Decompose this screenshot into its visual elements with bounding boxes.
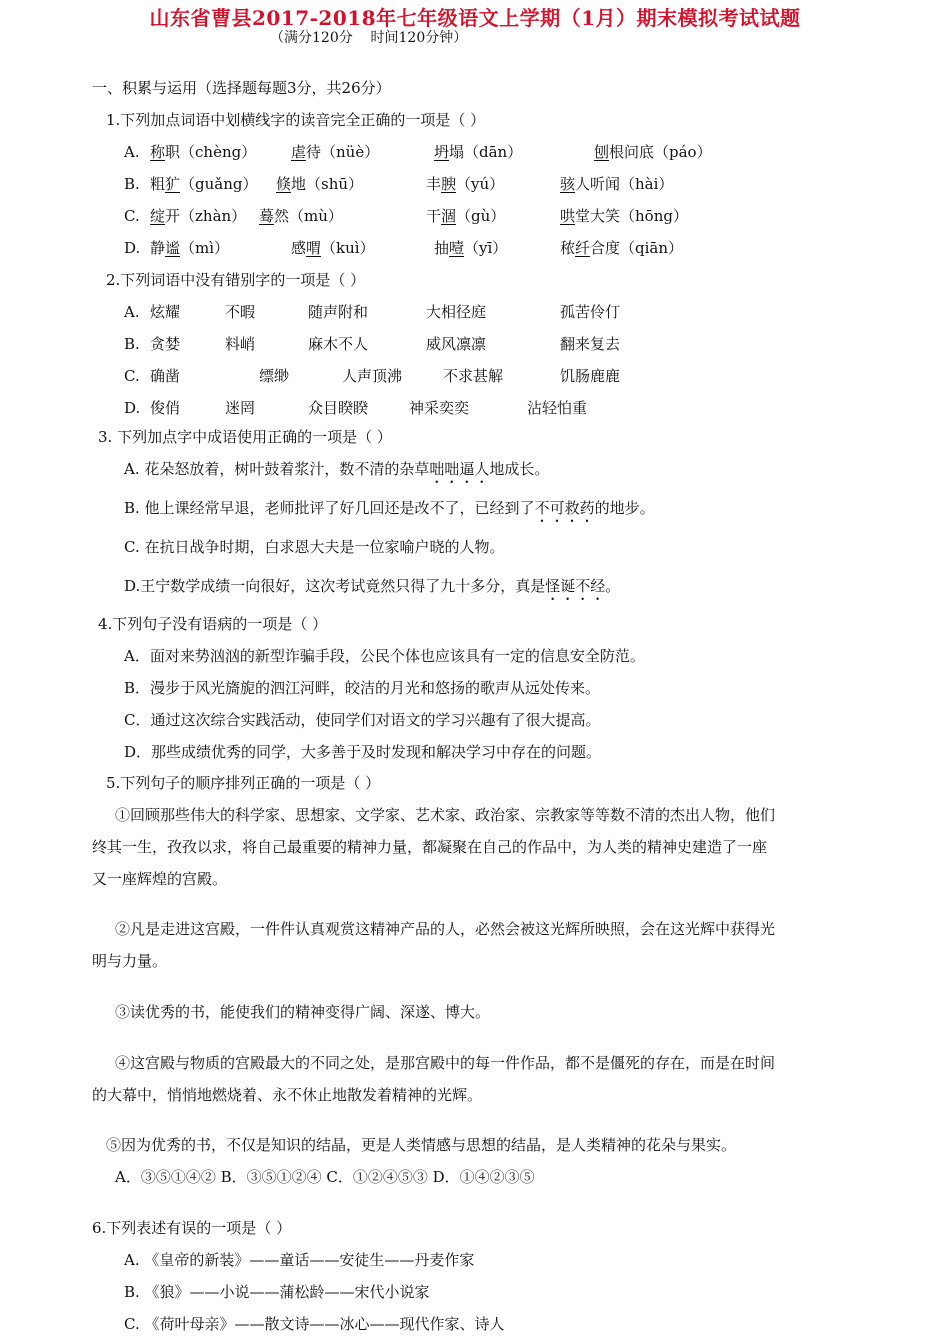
option-word: 缥缈	[259, 367, 290, 385]
q5-sentence-2: 明与力量。	[92, 952, 168, 970]
option-word: 刨根问底（páo）	[594, 143, 712, 161]
option-word: 称职（chèng）	[150, 143, 257, 161]
q2-option-b	[0, 334, 950, 354]
option-word: 坍塌（dān）	[434, 143, 523, 161]
option-word: 随声附和	[308, 303, 369, 321]
option-word: 人声顶沸	[342, 367, 403, 385]
q5-sentence-1: 又一座辉煌的宫殿。	[92, 870, 228, 888]
q5-sentence-5: ⑤因为优秀的书，不仅是知识的结晶，更是人类情感与思想的结晶，是人类精神的花朵与果实。	[106, 1136, 737, 1154]
q4-option-a: A．面对来势汹汹的新型诈骗手段，公民个体也应该具有一定的信息安全防范。	[124, 647, 645, 665]
option-word: 绽开（zhàn）	[150, 207, 247, 225]
q4-option-d: D．那些成绩优秀的同学，大多善于及时发现和解决学习中存在的问题。	[124, 743, 602, 761]
option-word: 不求甚解	[443, 367, 504, 385]
option-word: 俊俏	[150, 399, 181, 417]
q2-option-c	[0, 366, 950, 386]
option-word: 倏地（shū）	[276, 175, 364, 193]
option-label: D.	[124, 399, 141, 417]
option-word: 确凿	[150, 367, 181, 385]
option-word: 干涸（gù）	[426, 207, 506, 225]
option-word: 沾轻怕重	[527, 399, 588, 417]
q5-sentence-4: 的大幕中，悄悄地燃烧着、永不休止地散发着精神的光辉。	[92, 1086, 483, 1104]
option-label: C.	[124, 207, 140, 225]
option-word: 饥肠鹿鹿	[560, 367, 621, 385]
q3-option-b: B. 他上课经常早退，老师批评了好几回还是改不了，已经到了不可救药的地步。	[124, 499, 655, 517]
option-label: C.	[124, 367, 140, 385]
q4-stem: 4.下列句子没有语病的一项是（ ）	[98, 615, 328, 633]
q1-option-a	[0, 142, 950, 162]
option-word: 秾纤合度（qiān）	[560, 239, 684, 257]
option-word: 静谧（mì）	[150, 239, 230, 257]
option-word: 料峭	[225, 335, 256, 353]
q6-option-b: B. 《狼》——小说——蒲松龄——宋代小说家	[124, 1283, 430, 1301]
option-word: 神采奕奕	[409, 399, 470, 417]
q5-sentence-2: ②凡是走进这宫殿，一件件认真观赏这精神产品的人，必然会被这光辉所映照，会在这光辉中获得光	[115, 920, 776, 938]
q1-option-b	[0, 174, 950, 194]
q3-stem: 3. 下列加点字中成语使用正确的一项是（ ）	[98, 428, 392, 446]
option-label: B.	[124, 175, 140, 193]
q4-option-b: B．漫步于风光旖旎的泗江河畔，皎洁的月光和悠扬的歌声从远处传来。	[124, 679, 601, 697]
q6-option-c: C. 《荷叶母亲》——散文诗——冰心——现代作家、诗人	[124, 1315, 505, 1333]
q3-option-d: D.王宁数学成绩一向很好，这次考试竟然只得了九十多分，真是怪诞不经。	[124, 577, 621, 595]
page-subtitle: （满分120分 时间120分钟）	[270, 30, 468, 46]
option-word: 骇人听闻（hài）	[560, 175, 674, 193]
option-word: 威风凛凛	[426, 335, 487, 353]
q5-sentence-4: ④这宫殿与物质的宫殿最大的不同之处，是那宫殿中的每一件作品，都不是僵死的存在，而是在时间	[115, 1054, 776, 1072]
option-label: D.	[124, 239, 141, 257]
q1-option-d	[0, 238, 950, 258]
q2-option-a	[0, 302, 950, 322]
q1-stem: 1.下列加点词语中划横线字的读音完全正确的一项是（ ）	[106, 111, 486, 129]
q5-options: A．③⑤①④② B．③⑤①②④ C．①②④⑤③ D．①④②③⑤	[115, 1168, 535, 1186]
option-word: 贪婪	[150, 335, 181, 353]
option-label: A.	[124, 303, 140, 321]
option-word: 众目睽睽	[308, 399, 369, 417]
q6-stem: 6.下列表述有误的一项是（ ）	[92, 1219, 292, 1237]
q2-option-d	[0, 398, 950, 418]
option-word: 迷罔	[225, 399, 256, 417]
option-word: 感喟（kuì）	[291, 239, 375, 257]
page-title: 山东省曹县2017-2018年七年级语文上学期（1月）期末模拟考试试题	[149, 6, 801, 30]
q4-option-c: C．通过这次综合实践活动，使同学们对语文的学习兴趣有了很大提高。	[124, 711, 601, 729]
option-label: B.	[124, 335, 140, 353]
q5-sentence-1: 终其一生，孜孜以求，将自己最重要的精神力量，都凝聚在自己的作品中，为人类的精神史建造了一座	[92, 838, 768, 856]
option-word: 抽噎（yī）	[434, 239, 508, 257]
option-word: 翻来复去	[560, 335, 621, 353]
option-word: 大相径庭	[426, 303, 487, 321]
section-heading: 一、积累与运用（选择题每题3分，共26分）	[92, 79, 391, 97]
option-word: 丰腴（yú）	[426, 175, 505, 193]
option-word: 哄堂大笑（hōng）	[560, 207, 688, 225]
option-word: 虐待（nüè）	[291, 143, 380, 161]
option-word: 粗犷（guǎng）	[150, 175, 258, 193]
q5-stem: 5.下列句子的顺序排列正确的一项是（ ）	[106, 774, 381, 792]
q2-stem: 2.下列词语中没有错别字的一项是（ ）	[106, 271, 366, 289]
option-word: 不暇	[225, 303, 256, 321]
option-word: 孤苦伶仃	[560, 303, 621, 321]
option-word: 麻木不人	[308, 335, 369, 353]
q5-sentence-3: ③读优秀的书，能使我们的精神变得广阔、深遂、博大。	[115, 1003, 491, 1021]
option-label: A.	[124, 143, 140, 161]
q6-option-a: A. 《皇帝的新装》——童话——安徒生——丹麦作家	[124, 1251, 475, 1269]
q3-option-a: A. 花朵怒放着，树叶鼓着浆汁，数不清的杂草咄咄逼人地成长。	[124, 460, 550, 478]
q3-option-c: C. 在抗日战争时期，白求恩大夫是一位家喻户晓的人物。	[124, 538, 505, 556]
q5-sentence-1: ①回顾那些伟大的科学家、思想家、文学家、艺术家、政治家、宗教家等等数不清的杰出人物，他们	[115, 806, 776, 824]
option-word: 蓦然（mù）	[259, 207, 343, 225]
q1-option-c	[0, 206, 950, 226]
option-word: 炫耀	[150, 303, 181, 321]
